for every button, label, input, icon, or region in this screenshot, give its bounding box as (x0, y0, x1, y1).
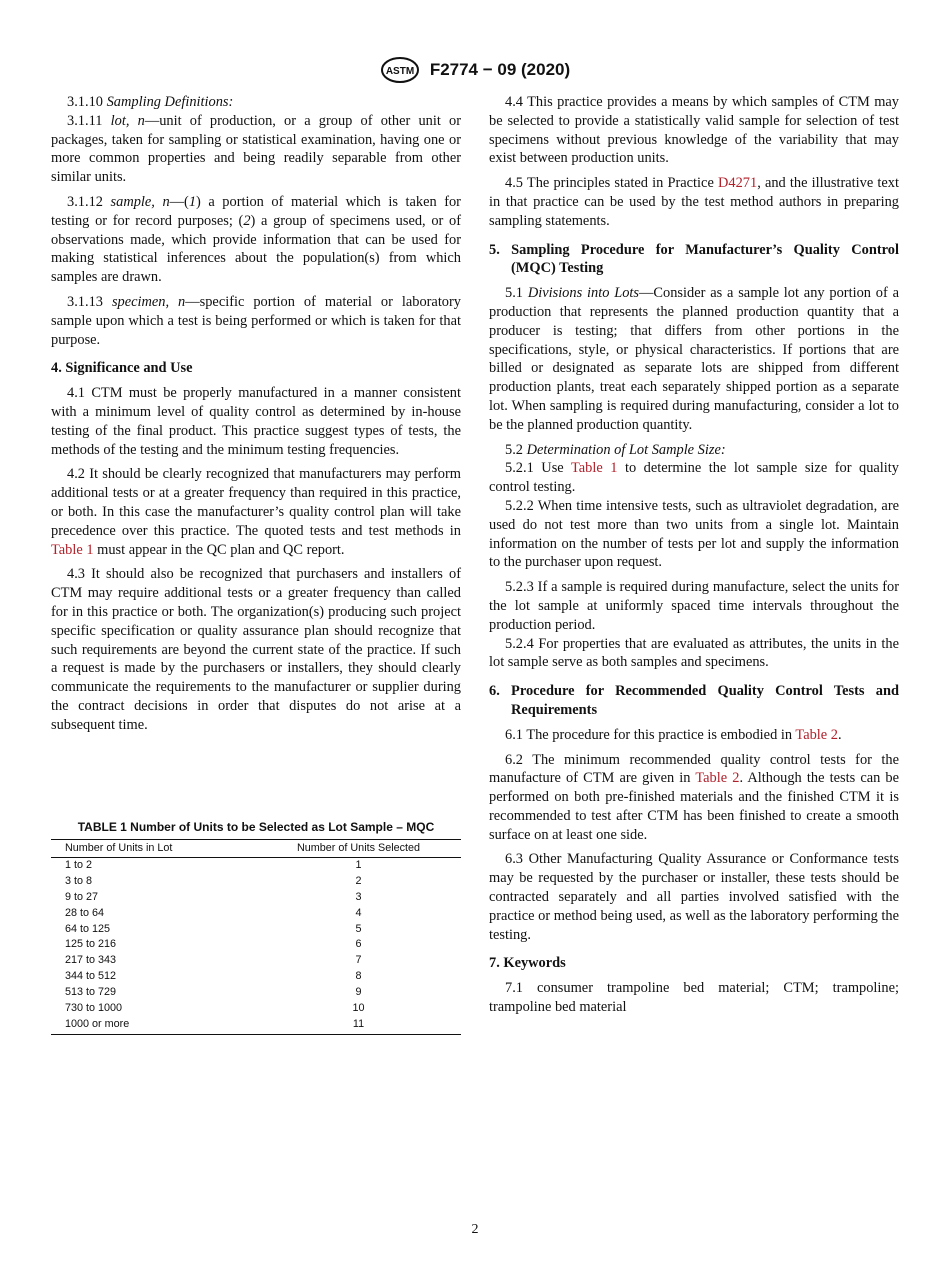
lot-size-cell: 9 to 27 (65, 890, 99, 903)
selected-count-cell: 9 (355, 986, 362, 999)
para-5-2: 5.2 Determination of Lot Sample Size: (505, 441, 726, 458)
header-units-in-lot: Number of Units in Lot (51, 840, 256, 858)
table-row (51, 906, 461, 922)
section-6-heading: 6. Procedure for Recommended Quality Control Tests and Requirements (489, 683, 899, 718)
table-row (51, 937, 461, 953)
table-row (51, 985, 461, 1001)
right-column (489, 93, 899, 1023)
para-5-2-4: 5.2.4 For properties that are evaluated as attributes, the units in the lot sample serve as both samples and specimens. (489, 635, 899, 671)
table-1-link[interactable]: Table 1 (570, 460, 618, 477)
table-row (51, 1017, 461, 1034)
header-units-selected: Number of Units Selected (256, 840, 461, 858)
lot-size-cell: 513 to 729 (65, 986, 117, 999)
lot-size-cell: 3 to 8 (65, 874, 93, 887)
table-row (51, 1001, 461, 1017)
selected-count-cell: 10 (352, 1002, 365, 1015)
table-1 (51, 820, 461, 1035)
section-5-heading: 5. Sampling Procedure for Manufacturer’s Quality Control (MQC) Testing (489, 241, 899, 277)
selected-count-cell: 1 (355, 858, 362, 871)
table-header-row (51, 840, 461, 858)
para-5-2-2: 5.2.2 When time intensive tests, such as ultraviolet degradation, are used do not test more than two units from a single lot. Maintain information on the number of tests per lot and supply the information to the purchaser upon request. (489, 497, 899, 571)
selected-count-cell: 8 (355, 970, 362, 983)
para-3-1-10: 3.1.10 Sampling Definitions: (67, 94, 234, 110)
lot-size-cell: 64 to 125 (65, 922, 111, 935)
selected-count-cell: 4 (355, 906, 362, 919)
table-row (51, 857, 461, 873)
lot-size-cell: 730 to 1000 (65, 1002, 123, 1015)
lot-size-cell: 28 to 64 (65, 906, 105, 919)
table-2-link[interactable]: Table 2 (795, 726, 838, 743)
table-row (51, 953, 461, 969)
page-number: 2 (471, 1222, 479, 1237)
para-4-5: 4.5 The principles stated in Practice D4271, and the illustrative text in that practice can be used by the test method authors in preparing sampling statements. (489, 175, 899, 229)
lot-size-cell: 217 to 343 (65, 954, 117, 967)
para-5-1: 5.1 Divisions into Lots—Consider as a sample lot any portion of a production that represents the planned production quantity that a producer is testing; that differs from other portions in the specifications, style, or physical characteristics. If portions that are billed or designated as separate lots are shipped from different production plants, treat each separately shipped portion as a separate lot. When sampling is required during manufacturing, consider a lot to be the planned production quantity. (489, 285, 899, 433)
section-7-heading: 7. Keywords (489, 955, 566, 972)
para-7-1: 7.1 consumer trampoline bed material; CTM; trampoline; trampoline bed material (489, 980, 899, 1016)
designation: F2774 − 09 (2020) (429, 60, 571, 79)
logo-lettering: ASTM (385, 66, 414, 77)
selected-count-cell: 11 (256, 1017, 461, 1034)
selected-count-cell: 5 (355, 922, 362, 935)
para-3-1-13: 3.1.13 specimen, n—specific portion of material or laboratory sample upon which a test is being performed or which is taken for that purpose. (51, 293, 461, 348)
lot-size-cell: 125 to 216 (65, 938, 117, 951)
table-row (51, 890, 461, 906)
para-6-3: 6.3 Other Manufacturing Quality Assurance or Conformance tests may be requested by the purchaser or installer, these tests should be contracted separately and all parties involved satisfied with the practice or method being used, as well as the laboratory performing the testing. (489, 851, 899, 943)
para-5-2-1: 5.2.1 Use Table 1 to determine the lot sample size for quality control testing. (489, 460, 899, 496)
para-4-4: 4.4 This practice provides a means by which samples of CTM may be selected to provide a statistically valid sample for selection of test specimens without previous knowledge of the variability that may exist between production units. (489, 94, 899, 167)
para-6-1: 6.1 The procedure for this practice is embodied in Table 2. (505, 726, 842, 743)
para-5-2-3: 5.2.3 If a sample is required during manufacture, select the units for the lot sample at uniformly spaced time intervals throughout the production period. (489, 579, 899, 633)
page-header (0, 56, 950, 84)
table-1-title: TABLE 1 Number of Units to be Selected as Lot Sample – MQC (77, 820, 435, 834)
para-3-1-12: 3.1.12 sample, n—(1) a portion of material which is taken for testing or for record purposes; (2) a group of specimens used, or of observations made, which provide information that can be used for making statistical inferences about the population(s) from which samples are drawn. (51, 193, 461, 286)
section-4-heading: 4. Significance and Use (51, 360, 193, 377)
selected-count-cell: 3 (355, 890, 362, 903)
table-1-link[interactable]: Table 1 (51, 541, 94, 558)
d4271-link[interactable]: D4271 (718, 175, 758, 192)
lot-size-cell: 1000 or more (51, 1017, 256, 1034)
para-6-2: 6.2 The minimum recommended quality control tests for the manufacture of CTM are given in Table 2. Although the tests can be performed on both pre-finished materials and the finished CTM it is recommended to test after CTM has been finished to create a smooth surface on at least one side. (489, 751, 900, 843)
selected-count-cell: 2 (355, 874, 362, 887)
para-4-2: 4.2 It should be clearly recognized that manufacturers may perform additional tests or at a greater frequency than required in this practice, or both. In this case the manufacturer’s quality control plan will take precedence over this practice. The quoted tests and test methods in Table 1 must appear in the QC plan and QC report. (51, 466, 461, 558)
lot-size-cell: 344 to 512 (65, 970, 117, 983)
table-row (51, 969, 461, 985)
table-row (51, 922, 461, 938)
lot-size-cell: 1 to 2 (65, 858, 93, 871)
left-column (51, 93, 461, 741)
table-row (51, 874, 461, 890)
selected-count-cell: 7 (355, 954, 362, 967)
para-4-3: 4.3 It should also be recognized that purchasers and installers of CTM may require additional tests or a greater frequency than called for in this practice or both. The organization(s) producing such project specific specification or quality assurance plan should recognize that such requirements are beyond the current state of the practice. If such a request is made by the purchasers or installers, they should clearly communicate the requirements to the manufacturer or supplier during the contract decisions in order that disputes do not arise at a subsequent time. (51, 566, 461, 733)
selected-count-cell: 6 (355, 938, 362, 951)
para-4-1: 4.1 CTM must be properly manufactured in a manner consistent with a minimum level of quality control as determined by in-house testing of the final product. This practice suggest types of tests, the methods of the testing and the minimum testing frequencies. (51, 385, 461, 458)
table-2-link[interactable]: Table 2 (695, 770, 740, 787)
astm-logo-icon (380, 56, 420, 84)
table-1-grid (51, 839, 461, 1035)
para-3-1-11: 3.1.11 lot, n—unit of production, or a group of other unit or packages, taken for sampling or statistical examination, having one or more common properties and being readily separable from other similar units. (51, 112, 461, 186)
